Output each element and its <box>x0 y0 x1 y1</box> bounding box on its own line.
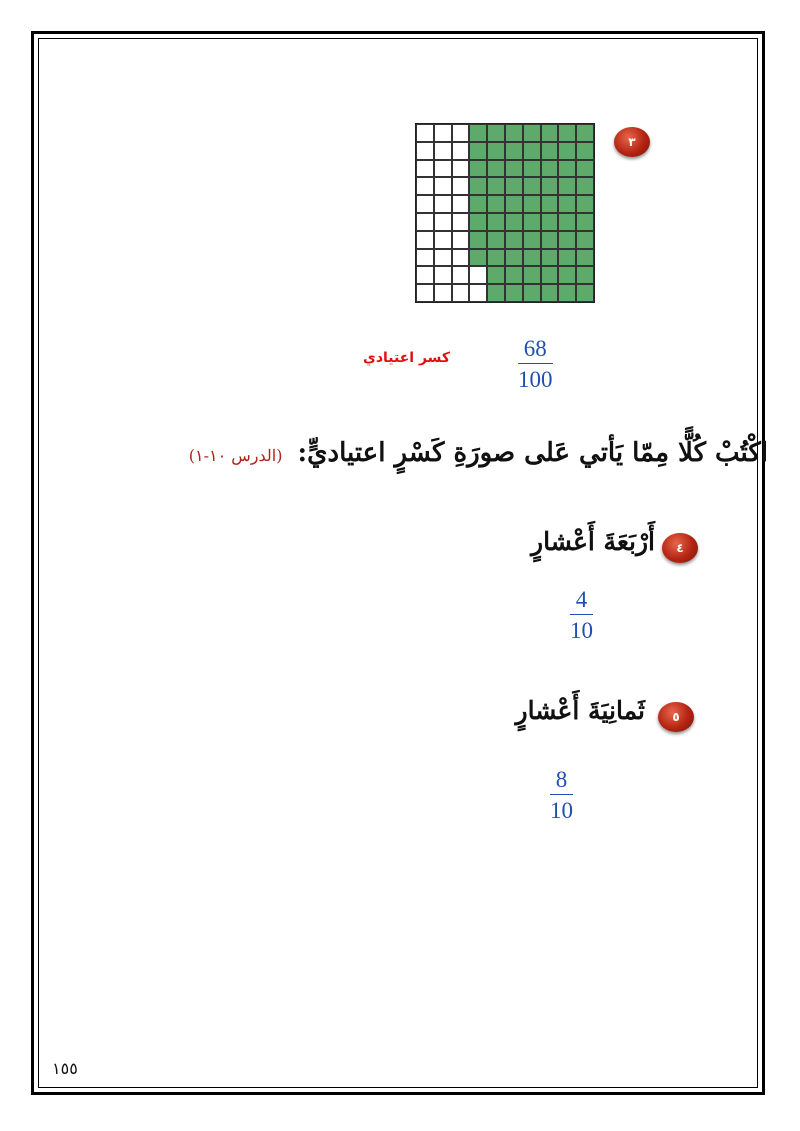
grid-cell <box>452 231 470 249</box>
grid-cell-shaded <box>576 124 594 142</box>
grid-cell-shaded <box>523 231 541 249</box>
grid-cell-shaded <box>576 195 594 213</box>
grid-cell-shaded <box>487 231 505 249</box>
grid-cell-shaded <box>487 284 505 302</box>
grid-cell <box>452 124 470 142</box>
numerator: 4 <box>575 587 588 612</box>
grid-cell-shaded <box>523 160 541 178</box>
grid-cell-shaded <box>487 195 505 213</box>
grid-cell-shaded <box>487 142 505 160</box>
grid-cell-shaded <box>505 142 523 160</box>
answer-fraction-3 <box>518 337 553 391</box>
grid-cell <box>416 213 434 231</box>
grid-cell <box>434 124 452 142</box>
grid-cell-shaded <box>469 160 487 178</box>
grid-cell <box>434 284 452 302</box>
fraction-bar <box>518 363 553 364</box>
grid-cell-shaded <box>505 249 523 267</box>
fraction-bar <box>550 794 573 795</box>
grid-cell-shaded <box>505 213 523 231</box>
grid-cell-shaded <box>523 266 541 284</box>
grid-cell <box>452 142 470 160</box>
grid-cell <box>416 249 434 267</box>
instruction-text: اكْتُبْ كُلًّا مِمّا يَأتي عَلى صورَةِ كَسْرٍ اعتياديٍّ: <box>297 438 768 468</box>
grid-cell-shaded <box>576 231 594 249</box>
grid-cell-shaded <box>541 249 559 267</box>
grid-cell <box>452 266 470 284</box>
grid-cell-shaded <box>558 177 576 195</box>
hundred-square-grid <box>415 123 595 303</box>
answer-fraction-4 <box>570 588 593 642</box>
grid-cell-shaded <box>558 231 576 249</box>
denominator: 100 <box>518 367 553 392</box>
grid-cell-shaded <box>523 249 541 267</box>
grid-cell-shaded <box>523 213 541 231</box>
grid-cell <box>452 284 470 302</box>
grid-cell <box>434 231 452 249</box>
question-5-text: ثَمانِيَةَ أَعْشارٍ <box>515 696 645 725</box>
grid-cell-shaded <box>469 142 487 160</box>
grid-cell <box>469 284 487 302</box>
grid-cell-shaded <box>576 249 594 267</box>
grid-cell-shaded <box>576 160 594 178</box>
grid-cell-shaded <box>558 249 576 267</box>
grid-cell <box>416 266 434 284</box>
grid-cell-shaded <box>505 177 523 195</box>
grid-cell-shaded <box>541 231 559 249</box>
grid-cell-shaded <box>541 195 559 213</box>
grid-cell-shaded <box>541 284 559 302</box>
grid-cell <box>416 160 434 178</box>
grid-cell-shaded <box>487 249 505 267</box>
grid-cell <box>416 142 434 160</box>
grid-cell-shaded <box>523 195 541 213</box>
question-5-number: ٥ <box>672 710 680 724</box>
question-4-badge <box>662 533 698 563</box>
question-5-badge <box>658 702 694 732</box>
grid-cell <box>452 177 470 195</box>
grid-cell-shaded <box>487 213 505 231</box>
answer-fraction-5 <box>550 768 573 822</box>
grid-cell <box>416 231 434 249</box>
grid-cell-shaded <box>558 195 576 213</box>
page-number: ١٥٥ <box>52 1059 78 1078</box>
grid-cell-shaded <box>487 160 505 178</box>
grid-cell-shaded <box>505 231 523 249</box>
grid-cell-shaded <box>505 195 523 213</box>
grid-cell <box>416 124 434 142</box>
grid-cell-shaded <box>576 177 594 195</box>
grid-cell <box>416 284 434 302</box>
grid-cell-shaded <box>541 213 559 231</box>
grid-cell <box>452 195 470 213</box>
grid-cell-shaded <box>558 213 576 231</box>
grid-cell-shaded <box>558 266 576 284</box>
grid-cell <box>434 195 452 213</box>
denominator: 10 <box>550 798 573 823</box>
question-3-number: ٣ <box>628 135 636 149</box>
numerator: 8 <box>555 767 568 792</box>
grid-cell-shaded <box>505 124 523 142</box>
grid-cell-shaded <box>558 284 576 302</box>
grid-cell <box>434 142 452 160</box>
lesson-reference: (الدرس ١٠-١) <box>188 446 283 465</box>
page-border-inner <box>38 38 758 1088</box>
grid-cell-shaded <box>487 266 505 284</box>
grid-cell-shaded <box>576 284 594 302</box>
grid-cell <box>469 266 487 284</box>
grid-cell-shaded <box>541 124 559 142</box>
grid-cell-shaded <box>523 124 541 142</box>
fraction-bar <box>570 614 593 615</box>
grid-cell-shaded <box>523 142 541 160</box>
grid-cell-shaded <box>469 195 487 213</box>
question-3-badge <box>614 127 650 157</box>
numerator: 68 <box>523 336 547 361</box>
denominator: 10 <box>570 618 593 643</box>
grid-cell <box>452 213 470 231</box>
grid-cell <box>416 195 434 213</box>
grid-cell <box>434 160 452 178</box>
grid-cell-shaded <box>469 249 487 267</box>
grid-cell-shaded <box>576 213 594 231</box>
grid-cell-shaded <box>469 213 487 231</box>
question-4-text: أَرْبَعَةَ أَعْشارٍ <box>531 527 655 556</box>
grid-cell <box>416 177 434 195</box>
grid-cell-shaded <box>469 177 487 195</box>
question-4-number: ٤ <box>676 541 684 555</box>
grid-cell-shaded <box>541 177 559 195</box>
grid-cell-shaded <box>487 177 505 195</box>
grid-cell <box>452 249 470 267</box>
grid-cell <box>434 249 452 267</box>
grid-cell-shaded <box>576 142 594 160</box>
grid-cell-shaded <box>523 284 541 302</box>
grid-cell-shaded <box>487 124 505 142</box>
grid-cell <box>434 213 452 231</box>
grid-cell-shaded <box>541 266 559 284</box>
grid-cell-shaded <box>505 266 523 284</box>
grid-cell-shaded <box>523 177 541 195</box>
grid-cell-shaded <box>558 142 576 160</box>
fraction-type-label: كسر اعتيادي <box>363 350 451 366</box>
grid-cell-shaded <box>541 142 559 160</box>
grid-cell-shaded <box>469 124 487 142</box>
grid-cell-shaded <box>558 160 576 178</box>
grid-cell <box>434 266 452 284</box>
grid-cell <box>452 160 470 178</box>
grid-cell-shaded <box>505 160 523 178</box>
grid-cell <box>434 177 452 195</box>
grid-cell-shaded <box>505 284 523 302</box>
grid-cell-shaded <box>576 266 594 284</box>
grid-cell-shaded <box>541 160 559 178</box>
instruction-heading <box>189 438 768 468</box>
grid-cell-shaded <box>469 231 487 249</box>
grid-cell-shaded <box>558 124 576 142</box>
